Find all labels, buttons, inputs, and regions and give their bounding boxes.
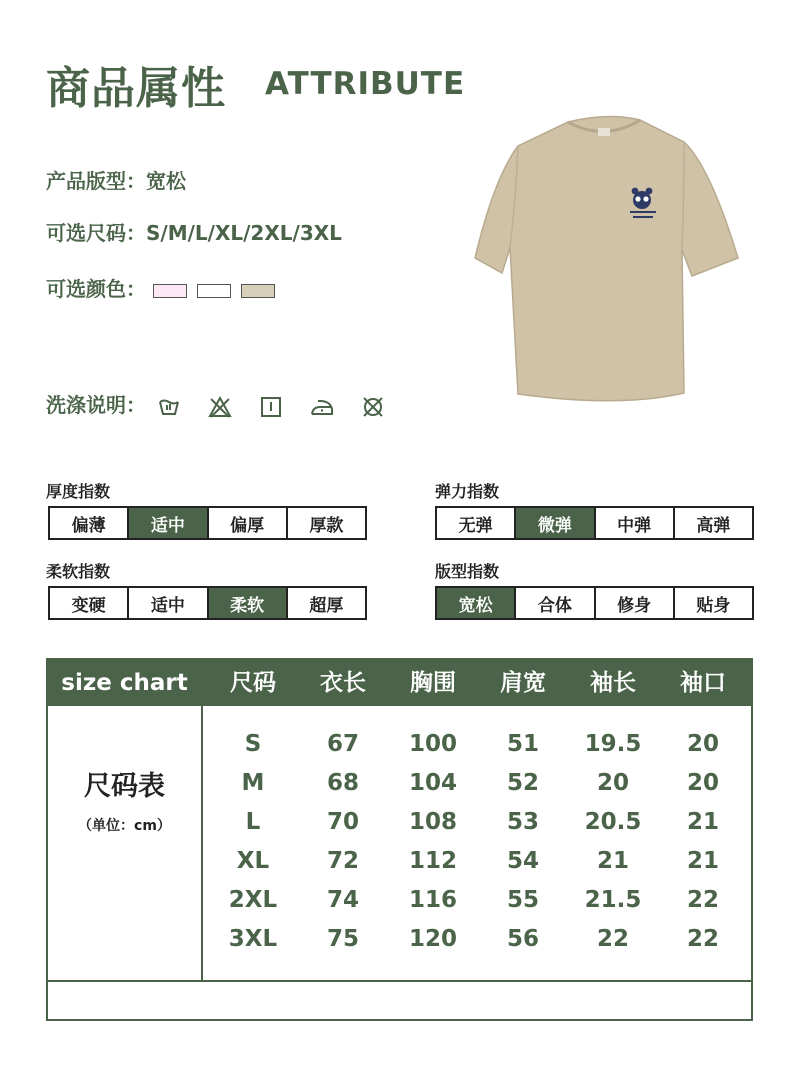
measure-cell: 20.5 bbox=[584, 809, 642, 835]
elasticity-option[interactable]: 无弹 bbox=[437, 508, 516, 538]
thickness-index-title: 厚度指数 bbox=[46, 482, 111, 501]
measure-cell: 100 bbox=[408, 731, 457, 757]
measure-cell: 22 bbox=[686, 887, 719, 913]
thickness-option[interactable]: 厚款 bbox=[309, 515, 344, 536]
size-chart-table bbox=[46, 658, 753, 1021]
size-cell: 3XL bbox=[228, 926, 278, 952]
size-chart-header bbox=[48, 660, 751, 706]
thickness-option[interactable]: 适中 bbox=[129, 508, 208, 538]
column-header: 尺码 bbox=[230, 670, 276, 696]
size-cell: S bbox=[244, 731, 262, 757]
size-chart-title: 尺码表 bbox=[84, 771, 165, 802]
fit-option[interactable]: 宽松 bbox=[437, 588, 516, 618]
colors-label: 可选颜色： bbox=[46, 277, 146, 301]
column-header: 衣长 bbox=[320, 670, 366, 696]
wash-row bbox=[46, 389, 385, 419]
fit-option[interactable]: 贴身 bbox=[696, 595, 731, 616]
measure-cell: 20 bbox=[596, 770, 629, 796]
elasticity-option[interactable]: 高弹 bbox=[696, 515, 731, 536]
thickness-index bbox=[48, 506, 367, 540]
page-title-en: ATTRIBUTE bbox=[265, 66, 466, 102]
elasticity-option[interactable]: 微弹 bbox=[516, 508, 595, 538]
measure-cell: 20 bbox=[686, 731, 719, 757]
measure-cell: 21 bbox=[686, 809, 719, 835]
sizes-value: S/M/L/XL/2XL/3XL bbox=[146, 221, 342, 245]
measure-cell: 53 bbox=[506, 809, 539, 835]
measure-cell: 72 bbox=[326, 848, 359, 874]
size-chart-footer-divider bbox=[48, 980, 751, 982]
measure-cell: 56 bbox=[506, 926, 539, 952]
measure-cell: 74 bbox=[326, 887, 359, 913]
elasticity-index-title: 弹力指数 bbox=[435, 482, 500, 501]
fit-index-title: 版型指数 bbox=[435, 562, 500, 581]
softness-option[interactable]: 柔软 bbox=[209, 588, 288, 618]
fit-value: 宽松 bbox=[146, 169, 186, 193]
color-swatch-khaki[interactable] bbox=[241, 284, 275, 298]
measure-cell: 54 bbox=[506, 848, 539, 874]
thickness-option[interactable]: 偏厚 bbox=[209, 508, 288, 538]
iron-icon bbox=[310, 395, 334, 419]
softness-option[interactable]: 变硬 bbox=[50, 588, 129, 618]
fit-index bbox=[435, 586, 754, 620]
softness-index-title: 柔软指数 bbox=[46, 562, 111, 581]
elasticity-option[interactable]: 中弹 bbox=[596, 508, 675, 538]
measure-cell: 68 bbox=[326, 770, 359, 796]
measure-cell: 120 bbox=[408, 926, 457, 952]
measure-cell: 104 bbox=[408, 770, 457, 796]
tumble-dry-icon bbox=[259, 395, 283, 419]
measure-cell: 55 bbox=[506, 887, 539, 913]
softness-option[interactable]: 适中 bbox=[129, 588, 208, 618]
fit-option[interactable]: 修身 bbox=[596, 588, 675, 618]
measure-cell: 19.5 bbox=[584, 731, 642, 757]
hand-wash-icon bbox=[157, 395, 181, 419]
product-tshirt-image bbox=[470, 108, 745, 408]
page-title-cn: 商品属性 bbox=[46, 63, 226, 114]
measure-cell: 75 bbox=[326, 926, 359, 952]
unit-label: （单位：cm） bbox=[78, 818, 171, 834]
sizes-label: 可选尺码： bbox=[46, 221, 146, 245]
size-cell: 2XL bbox=[228, 887, 278, 913]
column-header: 袖长 bbox=[590, 670, 636, 696]
measure-cell: 21 bbox=[686, 848, 719, 874]
measure-cell: 52 bbox=[506, 770, 539, 796]
thickness-option[interactable]: 偏薄 bbox=[50, 508, 129, 538]
measure-cell: 20 bbox=[686, 770, 719, 796]
measure-cell: 22 bbox=[596, 926, 629, 952]
elasticity-index bbox=[435, 506, 754, 540]
no-bleach-icon bbox=[208, 395, 232, 419]
measure-cell: 22 bbox=[686, 926, 719, 952]
size-cell: L bbox=[245, 809, 261, 835]
measure-cell: 51 bbox=[506, 731, 539, 757]
color-swatch-white[interactable] bbox=[197, 284, 231, 298]
size-chart-label: size chart bbox=[61, 670, 188, 696]
size-cell: M bbox=[241, 770, 265, 796]
size-cell: XL bbox=[236, 848, 270, 874]
column-header: 胸围 bbox=[410, 670, 456, 696]
size-chart-side bbox=[48, 706, 203, 980]
fit-row bbox=[46, 165, 186, 194]
fit-label: 产品版型： bbox=[46, 169, 146, 193]
measure-cell: 67 bbox=[326, 731, 359, 757]
measure-cell: 21.5 bbox=[584, 887, 642, 913]
wash-label: 洗涤说明： bbox=[46, 393, 146, 417]
column-header: 袖口 bbox=[680, 670, 726, 696]
fit-option[interactable]: 合体 bbox=[516, 588, 595, 618]
measure-cell: 112 bbox=[408, 848, 457, 874]
color-swatch-pink[interactable] bbox=[153, 284, 187, 298]
sizes-row bbox=[46, 217, 342, 246]
column-header: 肩宽 bbox=[500, 670, 546, 696]
measure-cell: 116 bbox=[408, 887, 457, 913]
measure-cell: 21 bbox=[596, 848, 629, 874]
measure-cell: 108 bbox=[408, 809, 457, 835]
softness-option[interactable]: 超厚 bbox=[309, 595, 344, 616]
softness-index bbox=[48, 586, 367, 620]
no-dryclean-icon bbox=[361, 395, 385, 419]
measure-cell: 70 bbox=[326, 809, 359, 835]
colors-row bbox=[46, 273, 285, 302]
